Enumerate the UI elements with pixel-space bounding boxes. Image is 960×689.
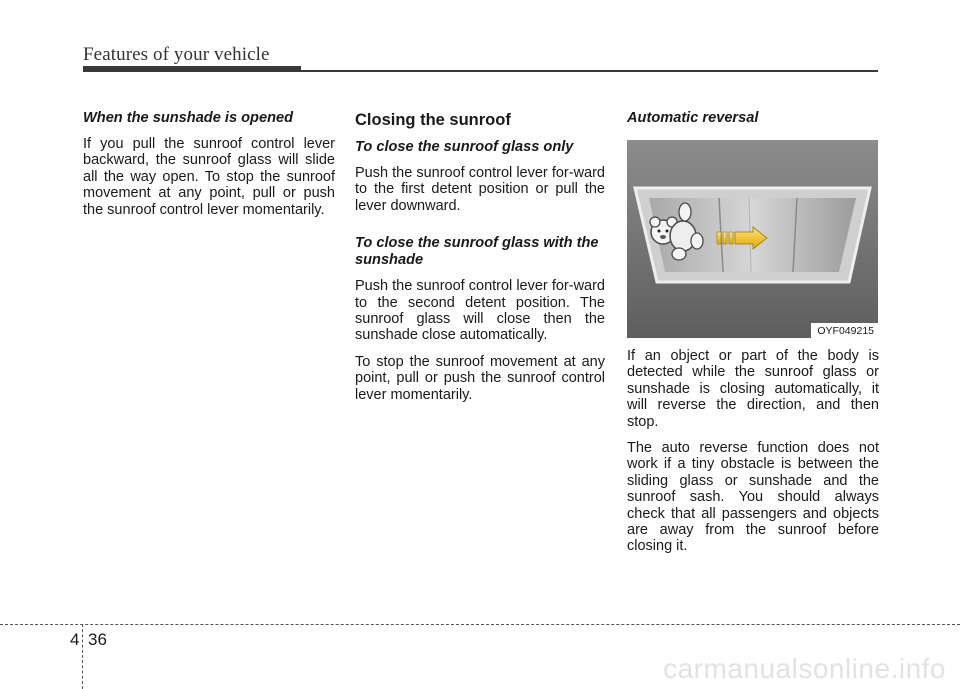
paragraph-close-with-sunshade: Push the sunroof control lever for-ward to the second detent position. The sunroof glass will close then the sunshade close automatically. — [355, 278, 605, 344]
subheading-automatic-reversal: Automatic reversal — [627, 110, 759, 126]
subheading-close-glass-only: To close the sunroof glass only — [355, 139, 574, 155]
paragraph-close-glass-only: Push the sunroof control lever for-ward to the first detent position or pull the lever downward. — [355, 165, 605, 214]
paragraph-sunshade-opened: If you pull the sunroof control lever backward, the sunroof glass will slide all the way open. To stop the sunroof movement at any point, pull or push the sunroof control lever momentarily. — [83, 136, 335, 218]
header-rule-thin — [300, 70, 878, 72]
page-header-title: Features of your vehicle — [83, 44, 270, 65]
subheading-sunshade-opened: When the sunshade is opened — [83, 110, 294, 126]
page-number: 36 — [88, 630, 107, 649]
column-middle — [355, 110, 605, 413]
paragraph-object-detected: If an object or part of the body is detected while the sunroof glass or sunshade is closing automatically, it will reverse the direction, and then stop. — [627, 348, 879, 430]
footer-dashed-rule — [0, 624, 960, 625]
column-left — [83, 110, 335, 228]
section-heading-closing-sunroof: Closing the sunroof — [355, 111, 511, 129]
column-right — [627, 110, 879, 565]
header-rule-thick — [83, 66, 301, 72]
teddy-bear-in-sunroof-illustration — [627, 140, 878, 338]
sunroof-reversal-figure — [627, 140, 878, 338]
subheading-close-with-sunshade: To close the sunroof glass with the sunshade — [355, 235, 599, 269]
figure-code-label: OYF049215 — [811, 323, 878, 338]
footer-vertical-rule — [82, 624, 83, 689]
paragraph-auto-reverse-limitation: The auto reverse function does not work if a tiny obstacle is between the sliding glass or sunshade and the sunroof sash. You should always check that all passengers and objects are away from the sunroof before closing it. — [627, 440, 879, 555]
site-watermark: carmanualsonline.info — [663, 653, 946, 684]
chapter-number: 4 — [70, 630, 80, 649]
paragraph-stop-movement: To stop the sunroof movement at any point, pull or push the sunroof control lever momentarily. — [355, 353, 605, 403]
